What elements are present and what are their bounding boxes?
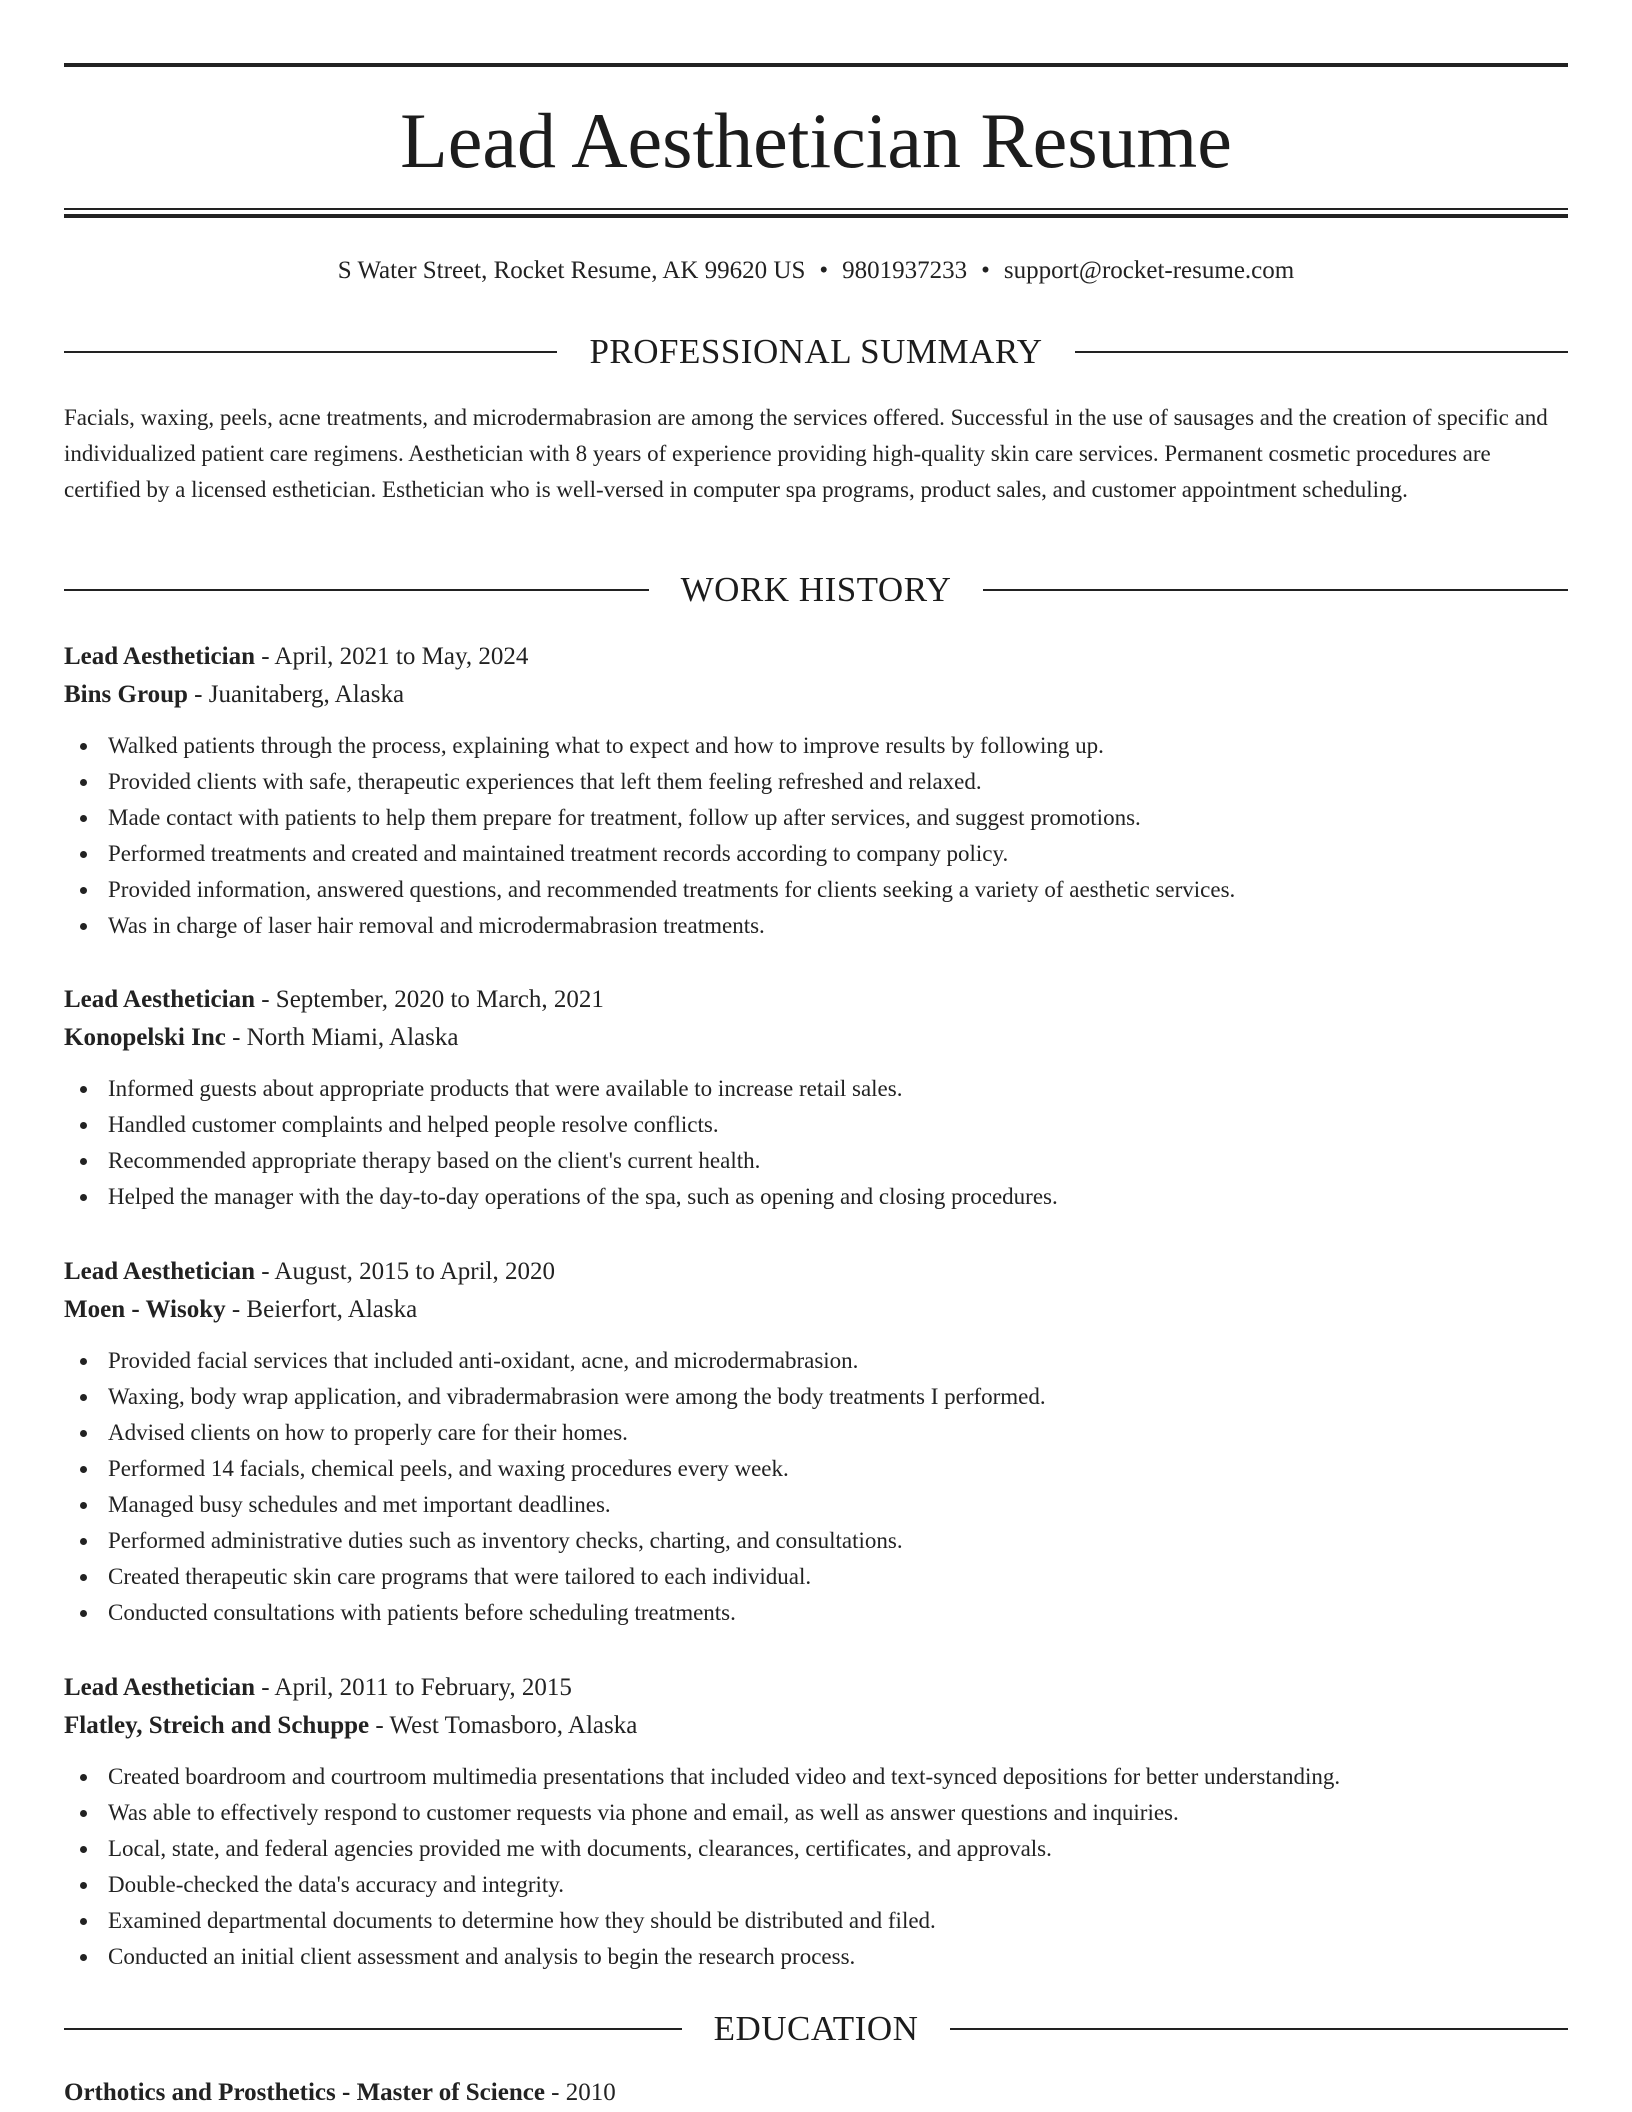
job-company: Flatley, Streich and Schuppe	[64, 1712, 370, 1739]
bullet-text: Waxing, body wrap application, and vibradermabrasion were among the body treatments I performed.	[108, 1384, 1046, 1409]
list-item	[64, 1759, 1568, 1795]
bullet-dot	[80, 779, 87, 786]
job-bullets	[64, 1759, 1568, 1975]
job-location: - Beierfort, Alaska	[225, 1296, 418, 1323]
job-location: - Juanitaberg, Alaska	[187, 681, 405, 708]
list-item	[64, 1179, 1568, 1215]
list-item	[64, 728, 1568, 764]
job-title: Lead Aesthetician	[64, 1258, 255, 1285]
bullet-dot	[80, 1158, 87, 1165]
bullet-dot	[80, 1774, 87, 1781]
top-rule	[64, 63, 1568, 67]
bullet-dot	[80, 1122, 87, 1129]
job-bullets	[64, 1071, 1568, 1215]
list-item	[64, 1143, 1568, 1179]
job-title: Lead Aesthetician	[64, 643, 255, 670]
list-item	[64, 1595, 1568, 1631]
bullet-dot	[80, 815, 87, 822]
job-dates: - September, 2020 to March, 2021	[254, 986, 604, 1013]
list-item	[64, 1523, 1568, 1559]
bullet-text: Conducted an initial client assessment and analysis to begin the research process.	[108, 1944, 856, 1969]
bullet-text: Made contact with patients to help them prepare for treatment, follow up after services, and suggest promotions.	[108, 805, 1141, 830]
bullet-dot	[80, 1918, 87, 1925]
contact-phone: 9801937233	[842, 257, 968, 284]
bullet-text: Performed treatments and created and maintained treatment records according to company policy.	[108, 841, 1009, 866]
list-item	[64, 908, 1568, 944]
bullet-dot	[80, 1430, 87, 1437]
list-item	[64, 1795, 1568, 1831]
summary-section-heading	[64, 332, 1568, 372]
bullet-dot	[80, 1086, 87, 1093]
heading-rule-left	[64, 2028, 682, 2030]
bullet-dot	[80, 1538, 87, 1545]
list-item	[64, 1415, 1568, 1451]
bullet-dot	[80, 743, 87, 750]
bullet-dot	[80, 1610, 87, 1617]
job-company-line	[64, 1291, 1568, 1329]
bullet-dot	[80, 1394, 87, 1401]
bullet-dot	[80, 1466, 87, 1473]
bullet-text: Local, state, and federal agencies provided me with documents, clearances, certificates, and approvals.	[108, 1836, 1052, 1861]
heading-rule-right	[1075, 351, 1568, 353]
bullet-dot	[80, 851, 87, 858]
list-item	[64, 1903, 1568, 1939]
bullet-dot	[80, 923, 87, 930]
work-heading-label: WORK HISTORY	[680, 570, 952, 609]
job-title-line	[64, 1669, 1568, 1707]
resume-title: Lead Aesthetician Resume	[400, 97, 1232, 184]
job-title-line	[64, 1253, 1568, 1291]
contact-address: S Water Street, Rocket Resume, AK 99620 US	[337, 257, 806, 284]
bullet-text: Advised clients on how to properly care for their homes.	[108, 1420, 628, 1445]
list-item	[64, 872, 1568, 908]
job-company: Moen - Wisoky	[64, 1296, 226, 1323]
job-dates: - August, 2015 to April, 2020	[254, 1258, 555, 1285]
bullet-text: Was able to effectively respond to customer requests via phone and email, as well as answer questions and inquiries.	[108, 1800, 1179, 1825]
education-year: - 2010	[544, 2079, 616, 2106]
summary-heading-label: PROFESSIONAL SUMMARY	[589, 332, 1043, 371]
job-company-line	[64, 1707, 1568, 1745]
job-entry	[64, 1253, 1568, 1631]
list-item	[64, 1939, 1568, 1975]
bullet-dot	[80, 1502, 87, 1509]
bullet-dot	[80, 1358, 87, 1365]
bullet-dot	[80, 1574, 87, 1581]
heading-rule-right	[950, 2028, 1568, 2030]
bullet-text: Created boardroom and courtroom multimedia presentations that included video and text-synced depositions for better understanding.	[108, 1764, 1341, 1789]
bullet-text: Conducted consultations with patients before scheduling treatments.	[108, 1600, 736, 1625]
bullet-dot	[80, 1954, 87, 1961]
bullet-text: Was in charge of laser hair removal and microdermabrasion treatments.	[108, 913, 765, 938]
professional-summary-text: Facials, waxing, peels, acne treatments, and microdermabrasion are among the services offered. Successful in the use of sausages and the creation of specific and individualized patient care regimens. Aesthetician with 8 years of experience providing high-quality skin care services. Permanent cosmetic procedures are certified by a licensed esthetician. Esthetician who is well-versed in computer spa programs, product sales, and customer appointment scheduling.	[64, 405, 1548, 502]
contact-line	[64, 256, 1568, 286]
job-company-line	[64, 1019, 1568, 1057]
job-location: - West Tomasboro, Alaska	[369, 1712, 638, 1739]
job-entry	[64, 638, 1568, 944]
list-item	[64, 1451, 1568, 1487]
list-item	[64, 1831, 1568, 1867]
list-item	[64, 1867, 1568, 1903]
bullet-text: Recommended appropriate therapy based on the client's current health.	[108, 1148, 761, 1173]
heading-rule-left	[64, 351, 557, 353]
bullet-text: Created therapeutic skin care programs that were tailored to each individual.	[108, 1564, 812, 1589]
contact-email: support@rocket-resume.com	[1003, 257, 1295, 284]
job-bullets	[64, 1343, 1568, 1631]
list-item	[64, 800, 1568, 836]
job-company: Konopelski Inc	[64, 1024, 226, 1051]
job-title-line	[64, 638, 1568, 676]
heading-rule-left	[64, 589, 649, 591]
list-item	[64, 1071, 1568, 1107]
education-degree: Orthotics and Prosthetics - Master of Science	[64, 2079, 545, 2106]
bullet-dot	[80, 887, 87, 894]
list-item	[64, 1559, 1568, 1595]
list-item	[64, 836, 1568, 872]
bullet-text: Helped the manager with the day-to-day operations of the spa, such as opening and closing procedures.	[108, 1184, 1058, 1209]
job-dates: - April, 2011 to February, 2015	[254, 1674, 572, 1701]
bullet-text: Performed 14 facials, chemical peels, and waxing procedures every week.	[108, 1456, 789, 1481]
education-section-heading	[64, 2009, 1568, 2049]
job-company: Bins Group	[64, 681, 188, 708]
bullet-dot	[80, 1194, 87, 1201]
bullet-text: Provided facial services that included anti-oxidant, acne, and microdermabrasion.	[108, 1348, 859, 1373]
list-item	[64, 1379, 1568, 1415]
job-location: - North Miami, Alaska	[225, 1024, 459, 1051]
bullet-text: Examined departmental documents to determine how they should be distributed and filed.	[108, 1908, 936, 1933]
job-title: Lead Aesthetician	[64, 986, 255, 1013]
job-entry	[64, 981, 1568, 1215]
list-item	[64, 764, 1568, 800]
education-entry	[64, 2075, 1568, 2111]
bullet-text: Handled customer complaints and helped people resolve conflicts.	[108, 1112, 719, 1137]
bullet-dot	[80, 1810, 87, 1817]
job-title-line	[64, 981, 1568, 1019]
bullet-text: Performed administrative duties such as inventory checks, charting, and consultations.	[108, 1528, 903, 1553]
bullet-dot	[80, 1882, 87, 1889]
work-section-heading	[64, 570, 1568, 610]
bullet-dot	[80, 1846, 87, 1853]
list-item	[64, 1487, 1568, 1523]
bullet-text: Double-checked the data's accuracy and integrity.	[108, 1872, 565, 1897]
job-entry	[64, 1669, 1568, 1975]
bullet-text: Walked patients through the process, explaining what to expect and how to improve results by following up.	[108, 733, 1104, 758]
bullet-text: Managed busy schedules and met important deadlines.	[108, 1492, 611, 1517]
job-title: Lead Aesthetician	[64, 1674, 255, 1701]
job-dates: - April, 2021 to May, 2024	[254, 643, 529, 670]
heading-rule-right	[983, 589, 1568, 591]
bullet-text: Informed guests about appropriate products that were available to increase retail sales.	[108, 1076, 903, 1101]
contact-separator: •	[819, 257, 829, 284]
education-heading-label: EDUCATION	[713, 2009, 919, 2048]
bullet-text: Provided clients with safe, therapeutic experiences that left them feeling refreshed and relaxed.	[108, 769, 982, 794]
list-item	[64, 1107, 1568, 1143]
list-item	[64, 1343, 1568, 1379]
job-company-line	[64, 676, 1568, 714]
job-bullets	[64, 728, 1568, 944]
contact-separator: •	[981, 257, 990, 284]
bullet-text: Provided information, answered questions, and recommended treatments for clients seeking a variety of aesthetic services.	[108, 877, 1236, 902]
title-double-rule	[64, 208, 1568, 218]
